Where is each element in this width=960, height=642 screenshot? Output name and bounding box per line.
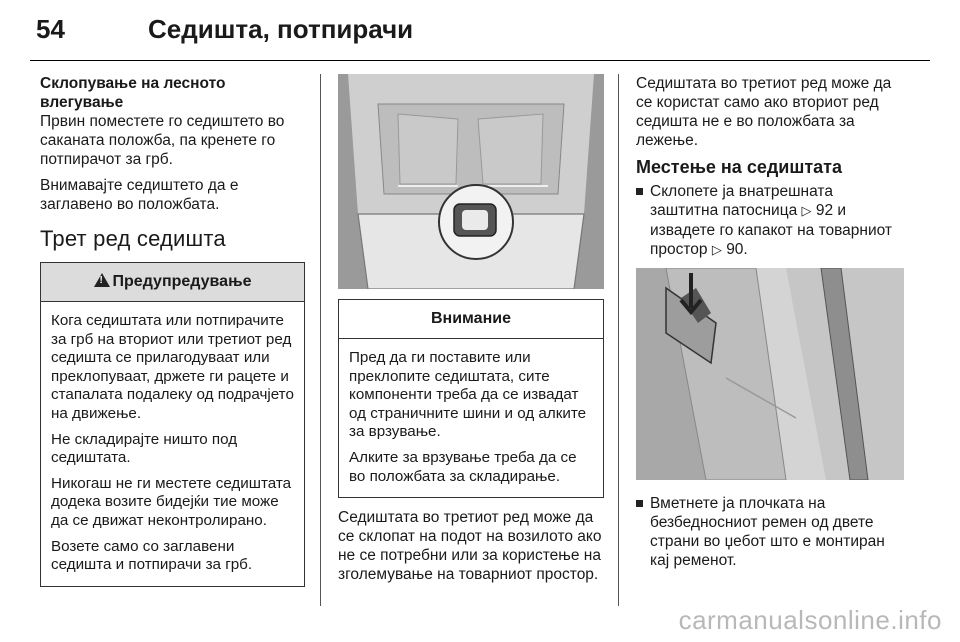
list-item: Склопете ја внатрешната заштитна патосница ▷ 92 и извадете го капакот на товарниот простор ▷ 90.	[636, 182, 904, 260]
warning-title: Предупредување	[112, 273, 252, 290]
subheading-easy-entry: Склопување на лесното влегување	[40, 75, 226, 111]
seatbelt-illustration	[636, 268, 904, 480]
column-middle	[338, 74, 604, 591]
warning-box	[40, 262, 305, 587]
header-divider	[30, 60, 930, 61]
column-left	[40, 74, 305, 595]
section-heading-seat-adjust: Местење на седиштата	[636, 157, 842, 177]
paragraph: Седиштата во третиот ред може да се користат само ако вториот ред седишта не е во положбата за лежење.	[636, 75, 892, 149]
page-number: 54	[36, 14, 65, 44]
warning-box-header	[41, 263, 304, 302]
seatbelt-drawing	[636, 268, 904, 480]
paragraph: Седиштата во третиот ред може да се склопат на подот на возилото ако не се потребни или за користење на зголемување на товарниот простор.	[338, 509, 602, 584]
section-heading-third-row: Трет ред седишта	[40, 226, 226, 251]
page-reference[interactable]: 92	[815, 202, 834, 219]
warning-text: Кога седиштата или потпирачите за грб на вториот или третиот ред седишта се прилагодуваат или преклопуваат, држете ги рацете и стапалата подалеку од подрачјето на движење.	[51, 312, 294, 422]
warning-text: Возете само со заглавени седишта и потпирачи за грб.	[51, 537, 253, 574]
warning-box-body	[41, 302, 304, 586]
notice-box	[338, 299, 604, 498]
page-reference-arrow-icon: ▷	[801, 204, 812, 219]
notice-box-header: Внимание	[339, 300, 603, 339]
watermark: carmanualsonline.info	[678, 605, 942, 635]
page-reference-arrow-icon: ▷	[711, 243, 722, 258]
list-item: Вметнете ја плочката на безбедносниот ремен од двете страни во џебот што е монтиран кај ременот.	[636, 494, 904, 570]
column-right	[636, 74, 904, 576]
cargo-area-illustration	[338, 74, 604, 289]
page-header	[30, 10, 930, 54]
page-title: Седишта, потпирачи	[148, 14, 414, 44]
warning-triangle-icon	[94, 273, 110, 287]
notice-text: Пред да ги поставите или преклопите седиштата, сите компоненти треба да се извадат од страничните шини и од алките за врзување.	[349, 349, 587, 441]
page-reference[interactable]: 90.	[726, 241, 748, 258]
paragraph: Внимавајте седиштето да е заглавено во положбата.	[40, 177, 239, 213]
column-divider	[618, 74, 619, 606]
paragraph: Првин поместете го седиштето во саканата положба, па кренете го потпирачот за грб.	[40, 113, 285, 168]
notice-text: Алките за врзување треба да се во положбата за складирање.	[349, 448, 577, 485]
column-divider	[320, 74, 321, 606]
notice-box-body	[339, 339, 603, 497]
instruction-list	[636, 182, 904, 260]
cargo-area-drawing	[338, 74, 604, 289]
instruction-list	[636, 494, 904, 570]
warning-text: Не складирајте ништо под седиштата.	[51, 430, 238, 467]
warning-text: Никогаш не ги местете седиштата додека возите бидејќи тие може да се движат неконтролирано.	[51, 474, 292, 529]
